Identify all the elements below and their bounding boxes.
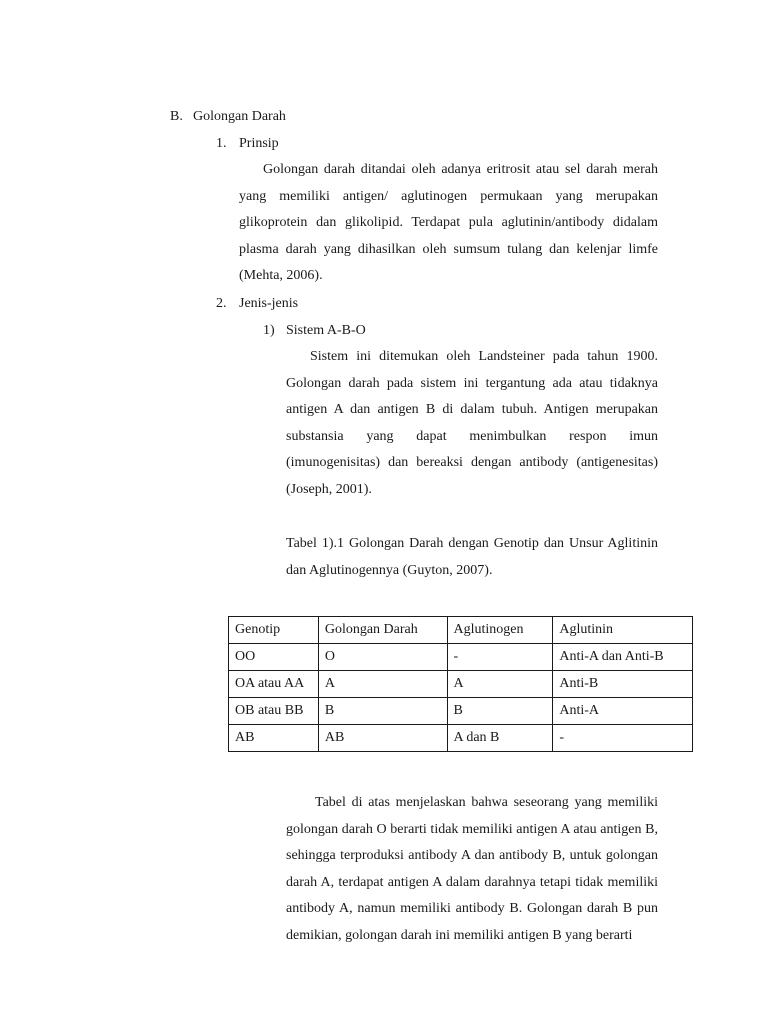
- prinsip-number: 1.: [216, 136, 227, 151]
- sistem-paragraph: Sistem ini ditemukan oleh Landsteiner pada tahun 1900. Golongan darah pada sistem ini tergantung ada atau tidaknya antigen A dan antigen B di dalam tubuh. Antigen merupakan substansia yang dapat menimbulkan respon imun (imunogenisitas) dan bereaksi dengan antibody (antigenesitas) (Joseph, 2001).: [286, 349, 658, 497]
- table-cell: -: [553, 725, 693, 752]
- table-cell: AB: [229, 725, 319, 752]
- table-cell: A dan B: [447, 725, 553, 752]
- prinsip-title: Prinsip: [239, 136, 279, 151]
- table-row: [229, 644, 693, 671]
- table-header-cell: Aglutinin: [553, 617, 693, 644]
- table-header-cell: Golongan Darah: [318, 617, 447, 644]
- prinsip-paragraph: Golongan darah ditandai oleh adanya eritrosit atau sel darah merah yang memiliki antigen/ aglutinogen permukaan yang merupakan glikoprotein dan glikolipid. Terdapat pula aglutinin/antibody didalam plasma darah yang dihasilkan oleh sumsum tulang dan kelenjar limfe (Mehta, 2006).: [239, 162, 658, 283]
- table-cell: B: [318, 698, 447, 725]
- table-header-cell: Genotip: [229, 617, 319, 644]
- table-cell: OB atau BB: [229, 698, 319, 725]
- table-cell: -: [447, 644, 553, 671]
- table-header-row: [229, 617, 693, 644]
- table-header-cell: Aglutinogen: [447, 617, 553, 644]
- table-row: [229, 671, 693, 698]
- section-label: B.: [170, 109, 183, 124]
- table-cell: OO: [229, 644, 319, 671]
- table-cell: Anti-A dan Anti-B: [553, 644, 693, 671]
- table-cell: Anti-B: [553, 671, 693, 698]
- table-cell: Anti-A: [553, 698, 693, 725]
- table-caption: Tabel 1).1 Golongan Darah dengan Genotip dan Unsur Aglitinin dan Aglutinogennya (Guyton, 2007).: [286, 536, 658, 578]
- table-cell: AB: [318, 725, 447, 752]
- sistem-number: 1): [263, 323, 275, 338]
- table-row: [229, 698, 693, 725]
- table-cell: B: [447, 698, 553, 725]
- jenis-title: Jenis-jenis: [239, 296, 299, 311]
- jenis-number: 2.: [216, 296, 227, 311]
- table-row: [229, 725, 693, 752]
- table-cell: OA atau AA: [229, 671, 319, 698]
- explanation-paragraph: Tabel di atas menjelaskan bahwa seseorang yang memiliki golongan darah O berarti tidak memiliki antigen A atau antigen B, sehingga terproduksi antibody A dan antibody B, untuk golongan darah A, terdapat antigen A dalam darahnya tetapi tidak memiliki antibody A, namun memiliki antibody B. Golongan darah B pun demikian, golongan darah ini memiliki antigen B yang berarti: [286, 795, 658, 943]
- blood-group-table: [228, 616, 693, 752]
- table-cell: O: [318, 644, 447, 671]
- section-title: Golongan Darah: [193, 109, 286, 124]
- table-cell: A: [447, 671, 553, 698]
- table-cell: A: [318, 671, 447, 698]
- sistem-title: Sistem A-B-O: [286, 323, 366, 338]
